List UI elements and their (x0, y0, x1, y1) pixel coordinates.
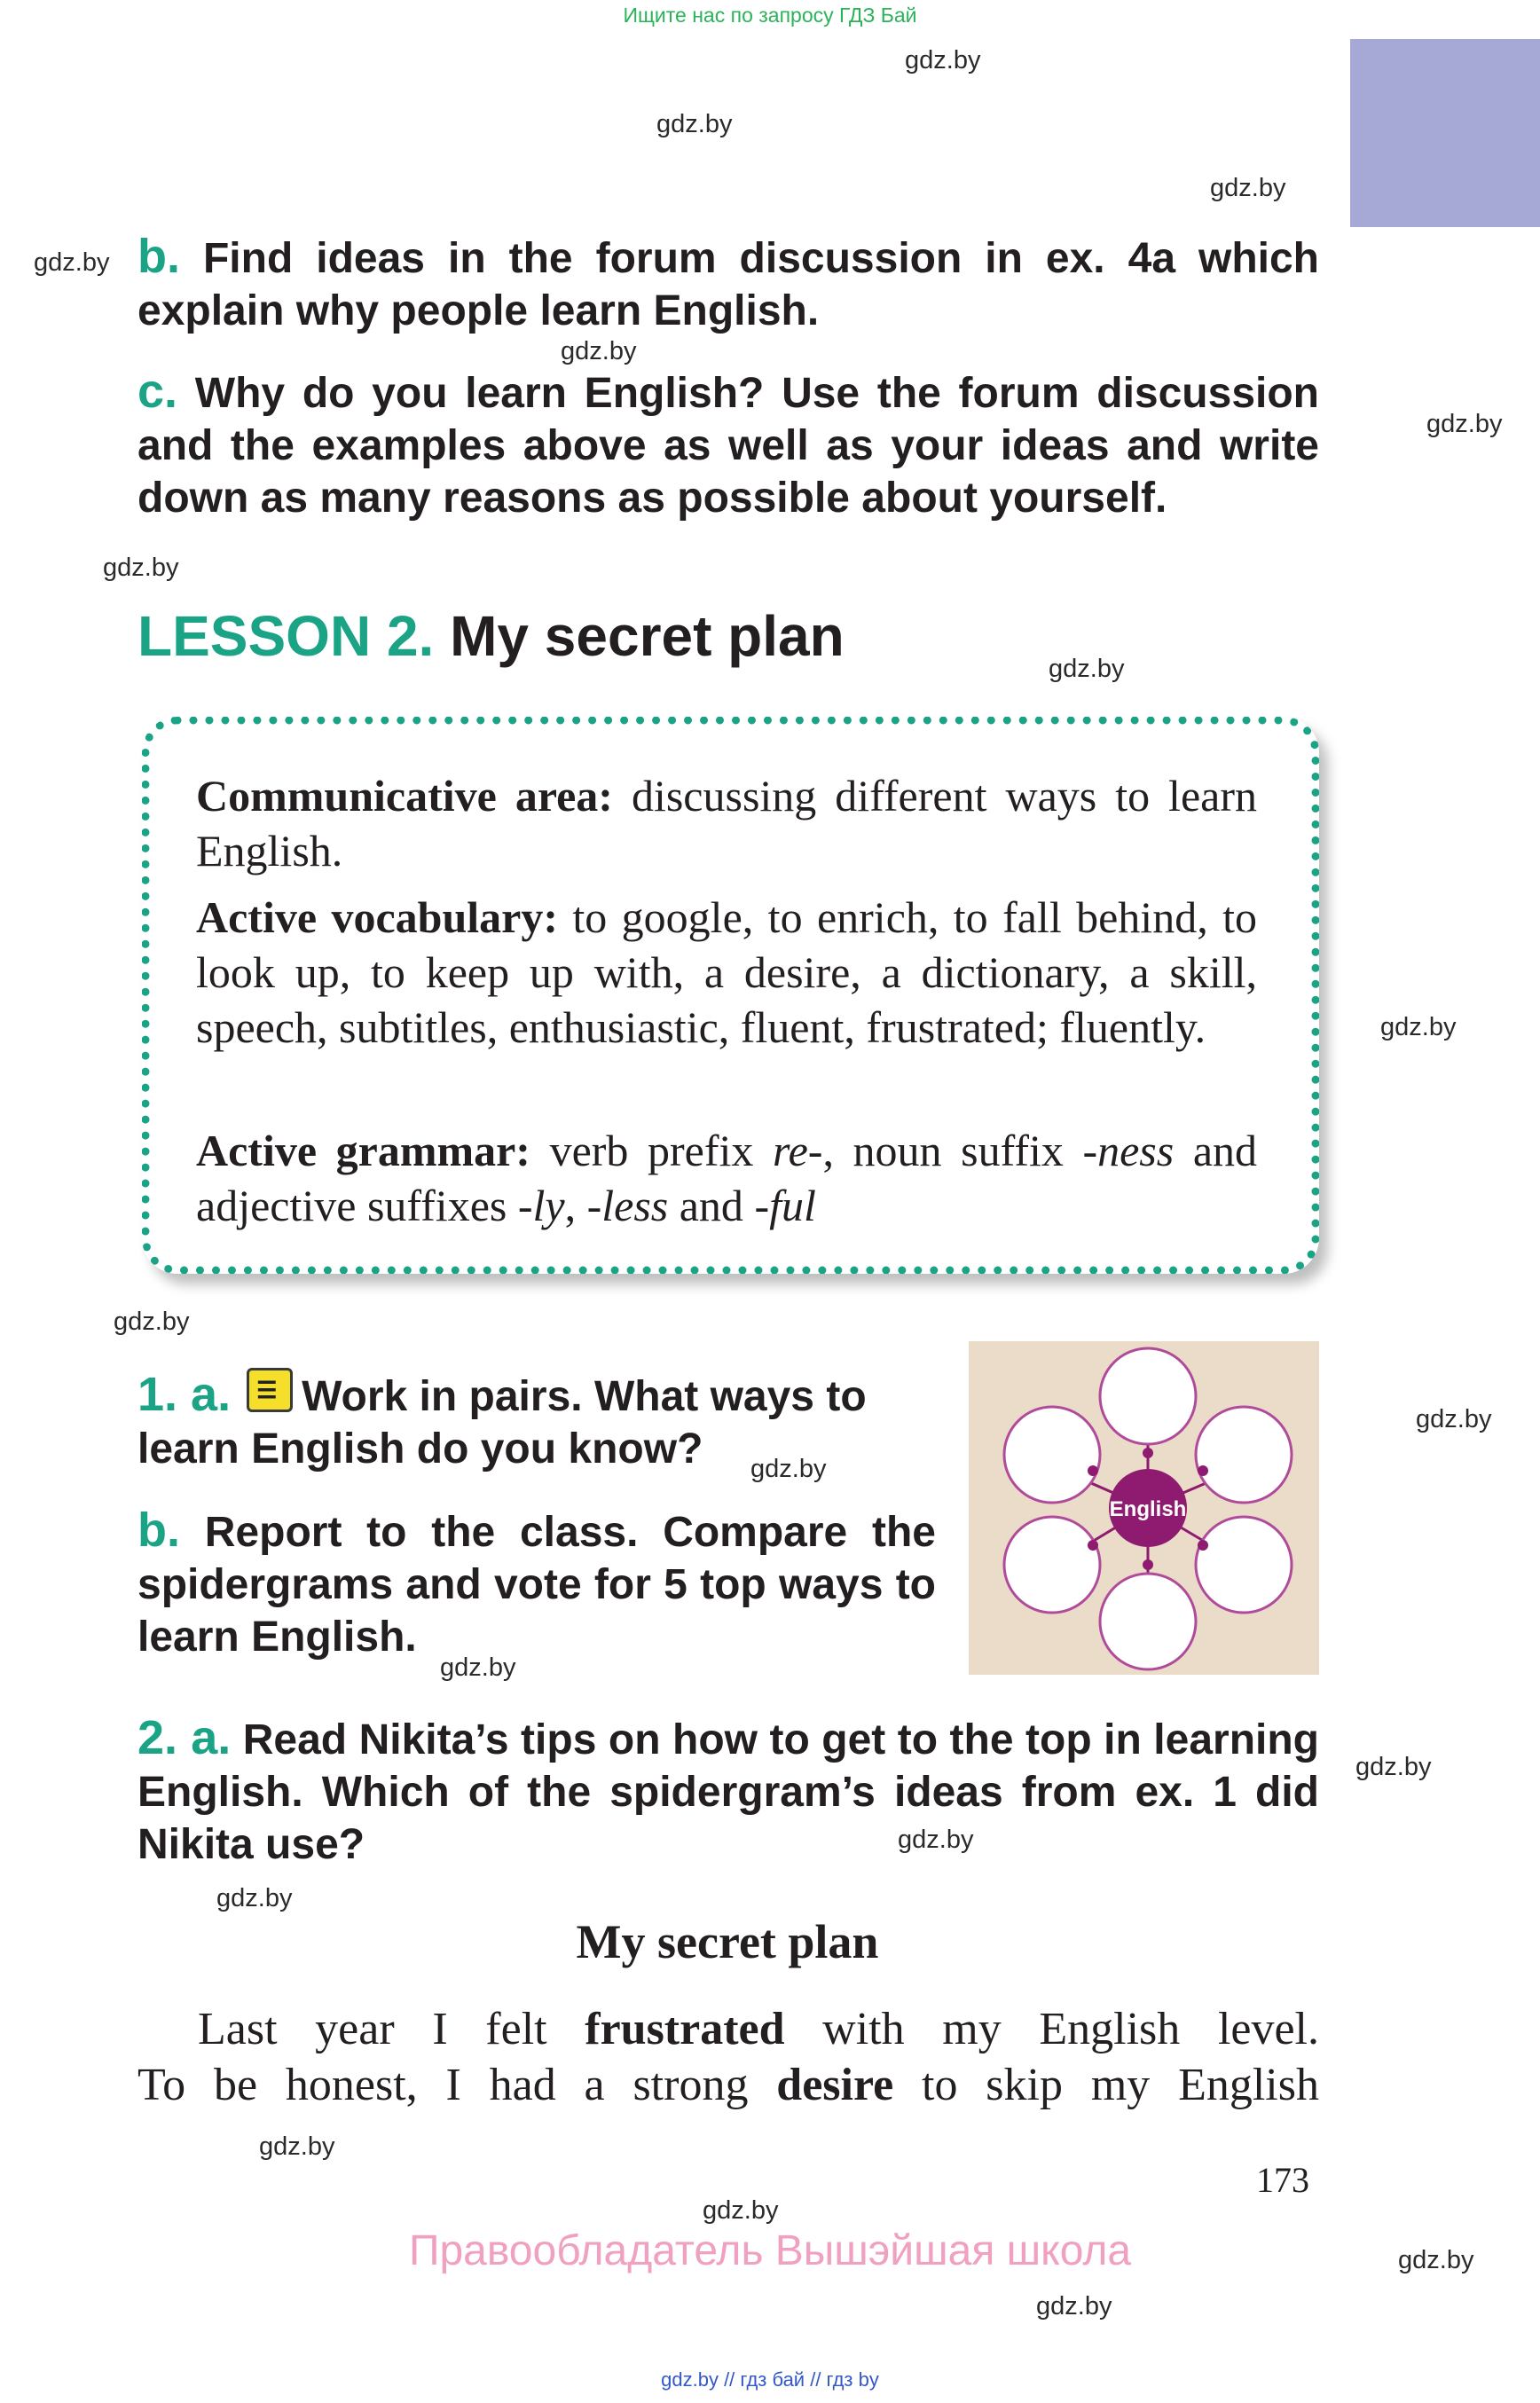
watermark: gdz.by (440, 1653, 516, 1682)
story-line (138, 2057, 1319, 2113)
exercise-4b (138, 231, 1319, 337)
footer-links[interactable]: gdz.by // гдз бай // гдз by (661, 2368, 879, 2391)
story-fragment: Last year I felt (198, 2004, 585, 2054)
lesson-title (138, 603, 845, 669)
watermark: gdz.by (898, 1826, 974, 1854)
grammar-text: , noun suffix (822, 1126, 1083, 1175)
watermark: gdz.by (703, 2196, 779, 2225)
lesson-number: LESSON 2. (138, 604, 435, 668)
communicative-area (196, 768, 1257, 878)
exercise-number: 1. a. (138, 1368, 232, 1421)
watermark: gdz.by (259, 2132, 335, 2161)
watermark: gdz.by (216, 1884, 293, 1912)
vocabulary-word: desire (776, 2060, 894, 2110)
grammar-text: and adjective suffixes (196, 1126, 1258, 1230)
active-vocabulary-label: Active vocabulary: (196, 892, 558, 942)
story-text (138, 2001, 1319, 2113)
grammar-suffix: -ly (517, 1181, 565, 1230)
communicative-area-text: discussing different ways to learn English. (196, 771, 1257, 876)
watermark: gdz.by (1426, 410, 1503, 438)
exercise-1a (138, 1368, 954, 1475)
active-grammar-label: Active grammar: (196, 1126, 530, 1175)
watermark: gdz.by (1380, 1013, 1457, 1041)
watermark: gdz.by (34, 248, 110, 277)
spidergram-center-label: English (1109, 1497, 1187, 1521)
exercise-1b (138, 1504, 936, 1663)
watermark: gdz.by (561, 337, 637, 365)
watermark: gdz.by (1398, 2246, 1474, 2274)
exercise-text: Why do you learn English? Use the forum discussion and the examples above as well as your ideas and write down as many reasons as possible about yourself. (138, 370, 1319, 522)
watermark: gdz.by (656, 110, 733, 138)
watermark: gdz.by (905, 46, 981, 75)
active-vocabulary (196, 890, 1257, 1055)
story-line (138, 2001, 1319, 2057)
exercise-text: Report to the class. Compare the spidergrams and vote for 5 top ways to learn English. (138, 1509, 937, 1661)
active-grammar (196, 1123, 1257, 1233)
pair-work-icon: ☰ (247, 1368, 293, 1412)
exercise-letter: b. (138, 1504, 180, 1557)
grammar-suffix: -ness (1082, 1126, 1175, 1175)
grammar-suffix: -ful (754, 1181, 816, 1230)
watermark: gdz.by (1355, 1753, 1432, 1781)
lesson-name: My secret plan (450, 604, 845, 668)
exercise-4c (138, 365, 1319, 524)
exercise-text: Find ideas in the forum discussion in ex. 4a which explain why people learn English. (138, 235, 1319, 334)
vocabulary-word: frustrated (585, 2004, 785, 2054)
top-search-hint[interactable]: Ищите нас по запросу ГДЗ Бай (623, 4, 917, 27)
story-title: My secret plan (576, 1915, 879, 1968)
watermark: gdz.by (1210, 174, 1286, 202)
exercise-letter: c. (138, 365, 178, 418)
grammar-suffix: -less (586, 1181, 669, 1230)
watermark: gdz.by (103, 554, 179, 582)
watermark: gdz.by (1036, 2292, 1112, 2321)
watermark: gdz.by (1416, 1405, 1492, 1433)
grammar-text: , (564, 1181, 587, 1230)
exercise-text: Read Nikita’s tips on how to get to the top in learning English. Which of the spidergram’s ideas from ex. 1 did Nikita use? (138, 1716, 1320, 1868)
grammar-prefix: re- (772, 1126, 823, 1175)
copyright-owner: Правообладатель Вышэйшая школа (408, 2227, 1132, 2274)
exercise-letter: b. (138, 230, 180, 283)
watermark: gdz.by (1049, 655, 1125, 683)
story-fragment: with my English level. (784, 2004, 1319, 2054)
active-vocabulary-text: to google, to enrich, to fall behind, to look up, to keep up with, a desire, a dictionary, a skill, speech, subtitles, enthusiastic, fluent, frustrated; fluently. (196, 892, 1257, 1052)
watermark: gdz.by (114, 1308, 190, 1336)
exercise-number: 2. a. (138, 1711, 232, 1764)
page-corner-tab (1350, 39, 1540, 227)
exercise-text: Work in pairs. What ways to learn English do you know? (138, 1373, 867, 1472)
grammar-text: verb prefix (549, 1126, 773, 1175)
communicative-area-label: Communicative area: (196, 771, 613, 821)
exercise-2a (138, 1712, 1319, 1871)
watermark: gdz.by (750, 1455, 827, 1483)
story-fragment: to skip my English (893, 2060, 1319, 2110)
grammar-text: and (668, 1181, 755, 1230)
spidergram (969, 1341, 1319, 1675)
page-number: 173 (1256, 2160, 1309, 2200)
spidergram-image (969, 1341, 1319, 1675)
story-fragment: To be honest, I had a strong (138, 2060, 777, 2110)
